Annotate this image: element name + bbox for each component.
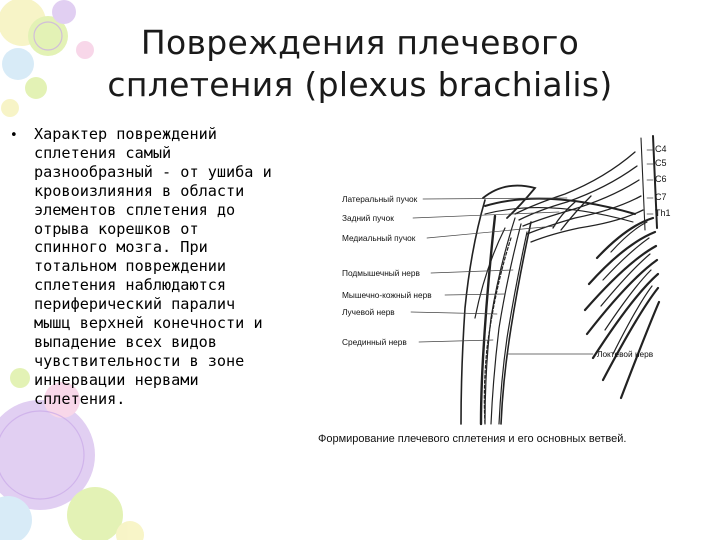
label-ulnar-nerve: Локтевой нерв	[597, 349, 654, 359]
label-axillary-nerve: Подмышечный нерв	[342, 268, 420, 278]
label-root-th1: Th1	[655, 208, 671, 218]
label-radial-nerve: Лучевой нерв	[342, 307, 395, 317]
bullet-text: Характер повреждений сплетения самый разнообразный - от ушиба и кровоизлияния в области элементов сплетения до отрыва корешков от спинного мозга. При тотальном повреждении сплетения наблюдаются периферический паралич мышц верхней конечности и выпадение всех видов чувствительности в зоне иннервации нервами сплетения.	[34, 125, 272, 408]
neck-line	[641, 138, 645, 230]
plexus-figure	[335, 118, 715, 426]
clavicle	[485, 199, 635, 214]
label-root-c6: C6	[655, 174, 667, 184]
title-line-2: сплетения (plexus brachialis)	[107, 65, 613, 104]
label-lateral-cord: Латеральный пучок	[342, 194, 418, 204]
plexus-cords	[515, 152, 643, 242]
slide-title	[20, 22, 700, 106]
bullet-dot-icon: •	[10, 128, 18, 143]
ribs	[585, 218, 659, 398]
arm-nerves	[475, 218, 527, 424]
label-musculocutaneous-nerve: Мышечно-кожный нерв	[342, 290, 432, 300]
label-medial-cord: Медиальный пучок	[342, 233, 416, 243]
bubble	[10, 368, 30, 388]
figure-caption: Формирование плечевого сплетения и его основных ветвей.	[318, 433, 627, 445]
title-line-1: Повреждения плечевого	[140, 23, 580, 62]
label-root-c5: C5	[655, 158, 667, 168]
label-root-c4: C4	[655, 144, 667, 154]
label-posterior-cord: Задний пучок	[342, 213, 394, 223]
bubble	[52, 0, 76, 24]
label-median-nerve: Срединный нерв	[342, 337, 407, 347]
label-root-c7: C7	[655, 192, 667, 202]
bubble	[1, 99, 19, 117]
